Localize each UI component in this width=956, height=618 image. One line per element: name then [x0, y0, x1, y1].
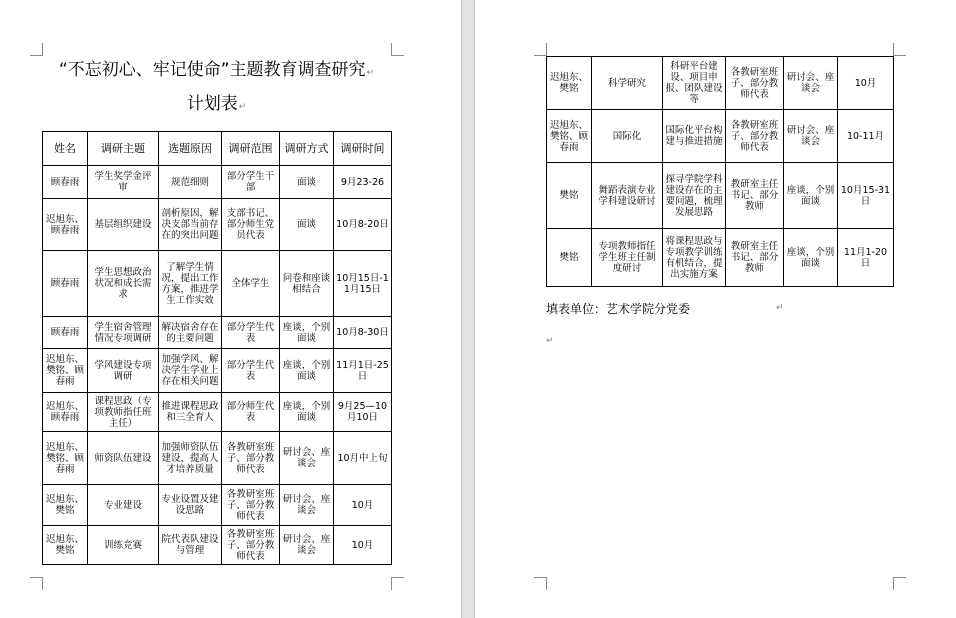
cell-method: 研讨会、座谈会: [280, 432, 334, 485]
table-header-row: [43, 132, 392, 166]
cell-topic: 师资队伍建设: [88, 432, 159, 485]
table-row: [43, 526, 392, 565]
table-row: [43, 349, 392, 393]
cell-time: 9月25—10月10日: [334, 393, 392, 432]
cell-method: 座谈，个别面谈: [280, 393, 334, 432]
cell-reason: 了解学生情况，提出工作方案，推进学生工作实效: [159, 251, 222, 317]
cell-time: 10月: [334, 485, 392, 526]
cell-name: 顾春雨: [43, 317, 88, 349]
cell-topic: 国际化: [592, 110, 663, 163]
page-gap: [461, 0, 475, 618]
cell-method: 座谈，个别面谈: [784, 229, 838, 287]
crop-mark: [893, 43, 906, 56]
table-row: [547, 163, 894, 229]
cell-topic: 学生宿舍管理情况专项调研: [88, 317, 159, 349]
crop-mark: [534, 43, 547, 56]
cell-time: 10月15-31日: [838, 163, 894, 229]
cell-method: 问卷和座谈相结合: [280, 251, 334, 317]
cell-topic: 舞蹈表演专业学科建设研讨: [592, 163, 663, 229]
cell-reason: 规范细则: [159, 166, 222, 199]
cell-scope: 各教研室班子、部分教师代表: [222, 526, 280, 565]
cell-scope: 部分学生代表: [222, 349, 280, 393]
cell-name: 迟旭东、顾春雨: [43, 199, 88, 251]
cell-reason: 解决宿舍存在的主要问题: [159, 317, 222, 349]
cell-method: 座谈，个别面谈: [784, 163, 838, 229]
cell-name: 迟旭东、樊铭、顾春雨: [547, 110, 592, 163]
cell-scope: 部分学生干部: [222, 166, 280, 199]
cell-method: 座谈，个别面谈: [280, 349, 334, 393]
cell-name: 迟旭东、樊铭: [43, 485, 88, 526]
cell-scope: 支部书记、部分师生党员代表: [222, 199, 280, 251]
table-row: [43, 432, 392, 485]
cell-method: 研讨会、座谈会: [280, 485, 334, 526]
cell-scope: 部分学生代表: [222, 317, 280, 349]
cell-time: 10月8-30日: [334, 317, 392, 349]
cell-name: 迟旭东、樊铭: [43, 526, 88, 565]
document-title: “不忘初心、牢记使命”主题教育调查研究↵: [58, 60, 375, 80]
header-time: 调研时间: [334, 132, 392, 166]
crop-mark: [391, 43, 404, 56]
document-title-line2: 计划表↵: [186, 94, 247, 114]
document-page-1: [0, 0, 461, 618]
cell-reason: 剖析原因，解决支部当前存在的突出问题: [159, 199, 222, 251]
header-method: 调研方式: [280, 132, 334, 166]
table-row: [43, 485, 392, 526]
cell-name: 迟旭东、顾春雨: [43, 393, 88, 432]
cell-reason: 科研平台建设、项目申报、团队建设等: [663, 57, 726, 110]
cell-time: 10月8-20日: [334, 199, 392, 251]
cell-time: 10月15日-11月15日: [334, 251, 392, 317]
cell-name: 樊铭: [547, 229, 592, 287]
cell-scope: 全体学生: [222, 251, 280, 317]
header-topic: 调研主题: [88, 132, 159, 166]
cell-time: 10-11月: [838, 110, 894, 163]
cell-reason: 加强师资队伍建设，提高人才培养质量: [159, 432, 222, 485]
cell-time: 10月: [838, 57, 894, 110]
crop-mark: [30, 43, 43, 56]
cell-topic: 课程思政（专项教师指任班主任）: [88, 393, 159, 432]
crop-mark: [30, 577, 43, 590]
cell-method: 研讨会、座谈会: [280, 526, 334, 565]
table-row: [43, 251, 392, 317]
cell-name: 樊铭: [547, 163, 592, 229]
paragraph-mark: ↵: [366, 68, 375, 78]
cell-scope: 部分师生代表: [222, 393, 280, 432]
table-row: [43, 393, 392, 432]
cell-time: 10月: [334, 526, 392, 565]
cell-reason: 将课程思政与专项教学训练有机结合，提出实施方案: [663, 229, 726, 287]
table-row: [547, 229, 894, 287]
cell-scope: 各教研室班子、部分教师代表: [222, 432, 280, 485]
cell-method: 座谈，个别面谈: [280, 317, 334, 349]
cell-scope: 各教研室班子、部分教师代表: [726, 110, 784, 163]
crop-mark: [893, 577, 906, 590]
header-name: 姓名: [43, 132, 88, 166]
cell-time: 11月1日-25日: [334, 349, 392, 393]
cell-scope: 教研室主任书记、部分教师: [726, 163, 784, 229]
survey-plan-table: [42, 131, 392, 565]
crop-mark: [534, 577, 547, 590]
cell-time: 10月中上旬: [334, 432, 392, 485]
paragraph-mark: ↵: [776, 303, 784, 313]
cell-reason: 加强学风、解决学生学业上存在相关问题: [159, 349, 222, 393]
cell-scope: 各教研室班子、部分教师代表: [222, 485, 280, 526]
paragraph-mark: ↵: [238, 102, 247, 112]
survey-plan-table-continued: [546, 56, 894, 287]
cell-topic: 专项教师指任学生班主任制度研讨: [592, 229, 663, 287]
cell-topic: 专业建设: [88, 485, 159, 526]
filled-by-unit: 填表单位：艺术学院分党委: [546, 302, 691, 316]
cell-name: 顾春雨: [43, 166, 88, 199]
cell-reason: 专业设置及建设思路: [159, 485, 222, 526]
cell-method: 研讨会、座谈会: [784, 110, 838, 163]
cell-name: 顾春雨: [43, 251, 88, 317]
table-row: [547, 57, 894, 110]
paragraph-mark: ↵: [546, 336, 554, 346]
cell-name: 迟旭东、樊铭、顾春雨: [43, 432, 88, 485]
cell-reason: 院代表队建设与管理: [159, 526, 222, 565]
cell-topic: 基层组织建设: [88, 199, 159, 251]
cell-method: 研讨会、座谈会: [784, 57, 838, 110]
cell-topic: 科学研究: [592, 57, 663, 110]
table-row: [43, 166, 392, 199]
cell-topic: 学风建设专项调研: [88, 349, 159, 393]
table-row: [43, 317, 392, 349]
cell-scope: 各教研室班子、部分教师代表: [726, 57, 784, 110]
cell-name: 迟旭东、樊铭: [547, 57, 592, 110]
cell-time: 11月1-20日: [838, 229, 894, 287]
cell-reason: 国际化平台构建与推进措施: [663, 110, 726, 163]
cell-topic: 训练竞赛: [88, 526, 159, 565]
cell-reason: 探寻学院学科建设存在的主要问题，梳理发展思路: [663, 163, 726, 229]
table-row: [547, 110, 894, 163]
header-reason: 选题原因: [159, 132, 222, 166]
cell-method: 面谈: [280, 199, 334, 251]
table-row: [43, 199, 392, 251]
cell-time: 9月23-26: [334, 166, 392, 199]
cell-scope: 教研室主任书记、部分教师: [726, 229, 784, 287]
cell-topic: 学生奖学金评审: [88, 166, 159, 199]
cell-reason: 推进课程思政和三全育人: [159, 393, 222, 432]
cell-method: 面谈: [280, 166, 334, 199]
crop-mark: [391, 577, 404, 590]
cell-name: 迟旭东、樊铭、顾春雨: [43, 349, 88, 393]
header-scope: 调研范围: [222, 132, 280, 166]
cell-topic: 学生思想政治状况和成长需求: [88, 251, 159, 317]
